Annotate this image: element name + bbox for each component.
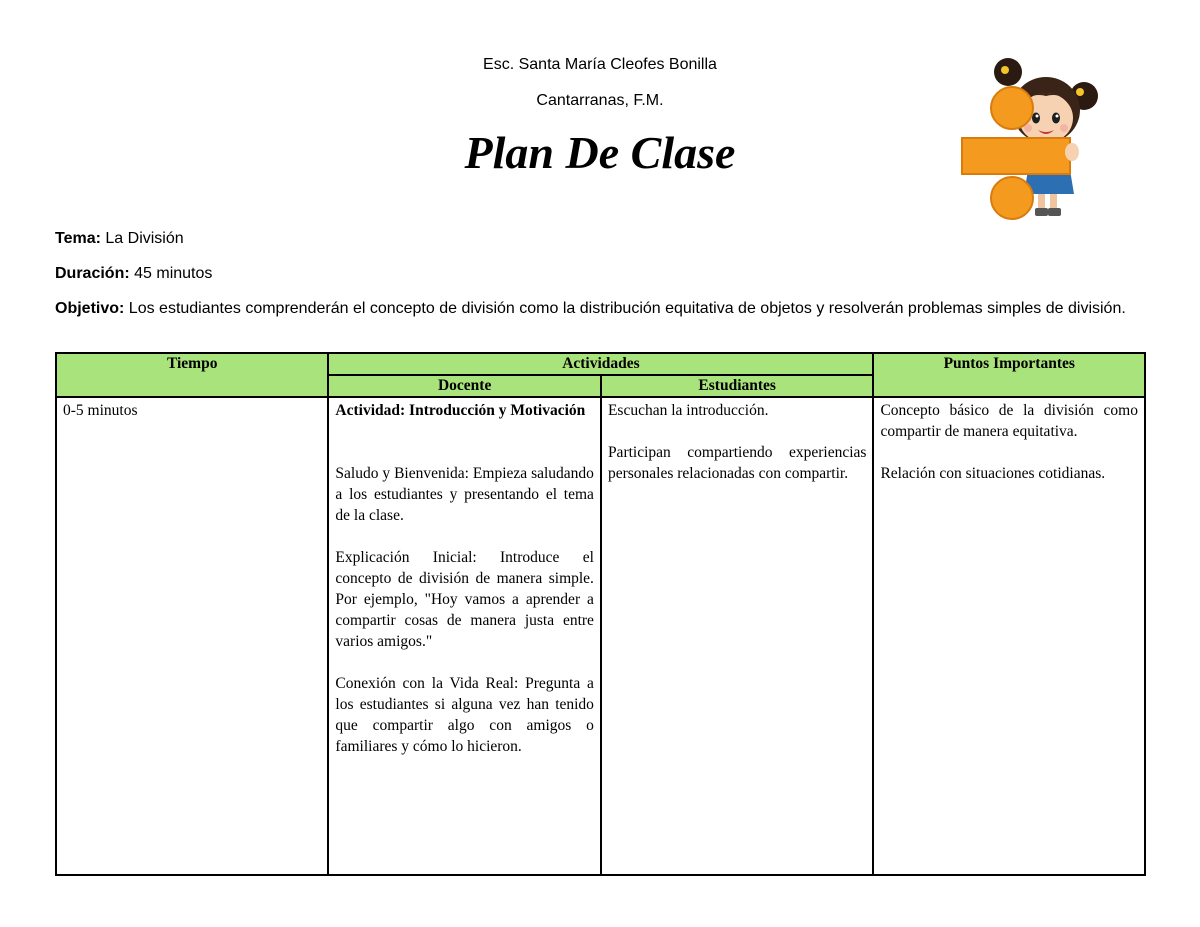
duracion-value: 45 minutos [134, 265, 213, 282]
cell-puntos [873, 397, 1145, 875]
docente-paragraph-3: Conexión con la Vida Real: Pregunta a los estudiantes si alguna vez han tenido que compartir algo con amigos o familiares y cómo lo hicieron. [335, 675, 594, 755]
lesson-plan-table [55, 352, 1146, 876]
puntos-paragraph-2: Relación con situaciones cotidianas. [880, 465, 1106, 482]
tema-line [55, 228, 1143, 249]
header-tiempo: Tiempo [56, 353, 328, 397]
header-estudiantes: Estudiantes [601, 375, 874, 397]
girl-with-division-sign-icon [950, 52, 1110, 224]
duracion-line [55, 263, 1143, 284]
objetivo-label: Objetivo: [55, 300, 125, 317]
objetivo-line [55, 298, 1143, 319]
duracion-label: Duración: [55, 265, 130, 282]
header-actividades: Actividades [328, 353, 873, 375]
puntos-paragraph-1: Concepto básico de la división como compartir de manera equitativa. [880, 402, 1138, 440]
estudiantes-paragraph-1: Escuchan la introducción. [607, 402, 769, 419]
header-docente: Docente [328, 375, 601, 397]
docente-title: Actividad: Introducción y Motivación [335, 402, 586, 419]
town-name: Cantarranas, F.M. [536, 92, 664, 109]
tiempo-value: 0-5 minutos [63, 402, 138, 419]
docente-paragraph-1: Saludo y Bienvenida: Empieza saludando a los estudiantes y presentando el tema de la clase. [335, 465, 594, 524]
tema-value: La División [105, 230, 184, 247]
cell-tiempo [56, 397, 328, 875]
school-name: Esc. Santa María Cleofes Bonilla [483, 56, 717, 73]
cell-docente [328, 397, 601, 875]
tema-label: Tema: [55, 230, 101, 247]
table-row [56, 397, 1145, 875]
header-puntos: Puntos Importantes [873, 353, 1145, 397]
page-title: Plan De Clase [464, 127, 736, 178]
cell-estudiantes [601, 397, 874, 875]
objetivo-value: Los estudiantes comprenderán el concepto de división como la distribución equitativa de objetos y resolverán problemas simples de división. [128, 300, 1126, 317]
estudiantes-paragraph-2: Participan compartiendo experiencias personales relacionadas con compartir. [607, 444, 867, 482]
docente-paragraph-2: Explicación Inicial: Introduce el concepto de división de manera simple. Por ejemplo, "Hoy vamos a aprender a compartir cosas de manera justa entre varios amigos." [335, 549, 594, 650]
